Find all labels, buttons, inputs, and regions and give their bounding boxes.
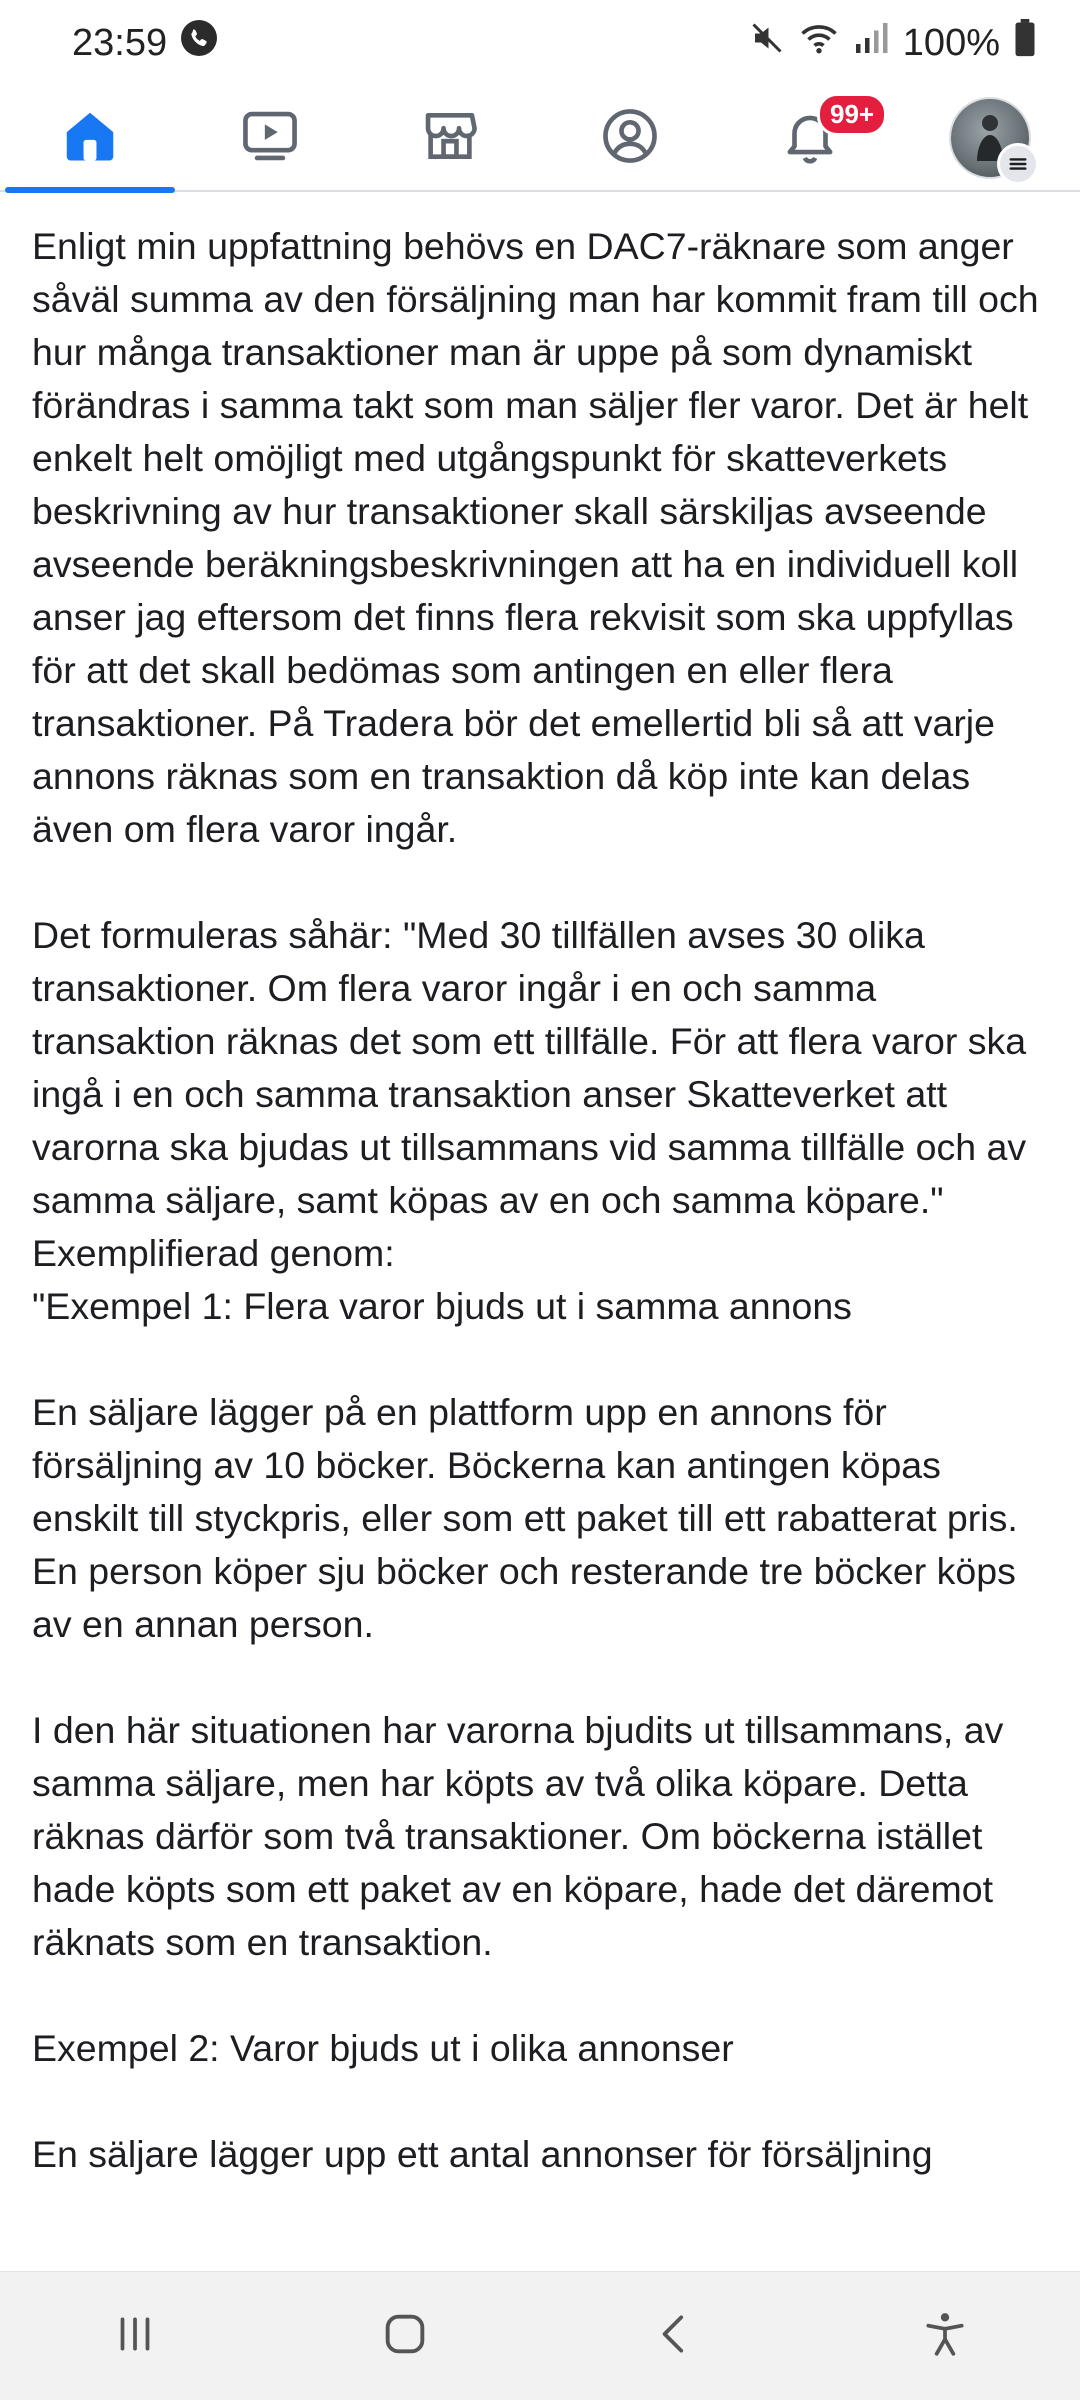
signal-icon: [853, 20, 889, 66]
battery-percent: 100%: [902, 21, 1000, 64]
back-icon: [650, 2309, 700, 2364]
menu-icon: [997, 143, 1039, 185]
status-right: [749, 19, 1036, 67]
home-icon: [59, 105, 121, 172]
post-paragraph: Enligt min uppfattning behövs en DAC7-räknare som anger såväl summa av den försäljning man har kommit fram till och hur många transaktioner man är uppe på som dynamiskt förändras i samma takt som man säljer fler varor. Det är helt enkelt helt omöjligt med utgångspunkt för skatteverkets beskrivning av hur transaktioner skall särskiljas avseende avseende beräkningsbeskrivningen att ha en individuell koll anser jag eftersom det finns flera rekvisit som ska uppfyllas för att det skall bedömas som antingen en eller flera transaktioner. På Tradera bör det emellertid bli så att varje annons räknas som en transaktion då köp inte kan delas även om flera varor ingår.: [32, 225, 1039, 850]
post-paragraph: Exempel 2: Varor bjuds ut i olika annonser: [32, 2027, 734, 2069]
post-paragraph: En säljare lägger upp ett antal annonser för försäljning: [32, 2133, 933, 2175]
recent-apps-icon: [110, 2309, 160, 2364]
clock: 23:59: [72, 21, 168, 64]
profile-icon: [599, 105, 661, 172]
accessibility-icon: [920, 2309, 970, 2364]
top-nav-bar: [0, 86, 1080, 192]
recent-apps-button[interactable]: [75, 2286, 195, 2386]
system-nav-bar: [0, 2271, 1080, 2400]
mute-icon: [749, 20, 785, 66]
tab-notifications[interactable]: [725, 85, 895, 191]
home-button-icon: [379, 2308, 431, 2365]
tab-home[interactable]: [5, 85, 175, 191]
tab-watch[interactable]: [185, 85, 355, 191]
post-paragraph: En säljare lägger på en plattform upp en annons för försäljning av 10 böcker. Böckerna kan antingen köpas enskilt till styckpris, eller som ett paket till ett rabatterat pris. En person köper sju böcker och resterande tre böcker köps av en annan person.: [32, 1391, 1018, 1645]
notification-badge: 99+: [817, 93, 887, 136]
avatar: [949, 97, 1031, 179]
tab-profile[interactable]: [545, 85, 715, 191]
wifi-icon: [799, 20, 839, 66]
video-icon: [239, 105, 301, 172]
status-bar: [0, 0, 1080, 86]
accessibility-button[interactable]: [885, 2286, 1005, 2386]
system-home-button[interactable]: [345, 2286, 465, 2386]
post-paragraph: Det formuleras såhär: "Med 30 tillfällen avses 30 olika transaktioner. Om flera varor ingår i en och samma transaktion räknas det som ett tillfälle. För att flera varor ska ingå i en och samma transaktion anser Skatteverket att varorna ska bjudas ut tillsammans vid samma tillfälle och av samma säljare, samt köpas av en och samma köpare." Exemplifierad genom: "Exempel 1: Flera varor bjuds ut i samma annons: [32, 914, 1027, 1327]
status-left: [72, 20, 217, 66]
back-button[interactable]: [615, 2286, 735, 2386]
post-content: [32, 220, 1052, 2270]
phone-call-icon: [181, 20, 217, 66]
post-paragraph: I den här situationen har varorna bjudits ut tillsammans, av samma säljare, men har köpts av två olika köpare. Detta räknas därför som två transaktioner. Om böckerna istället hade köpts som ett paket av en köpare, hade det däremot räknats som en transaktion.: [32, 1709, 1004, 1963]
tab-marketplace[interactable]: [365, 85, 535, 191]
battery-icon: [1014, 19, 1036, 67]
tab-menu[interactable]: [905, 85, 1075, 191]
store-icon: [419, 105, 481, 172]
